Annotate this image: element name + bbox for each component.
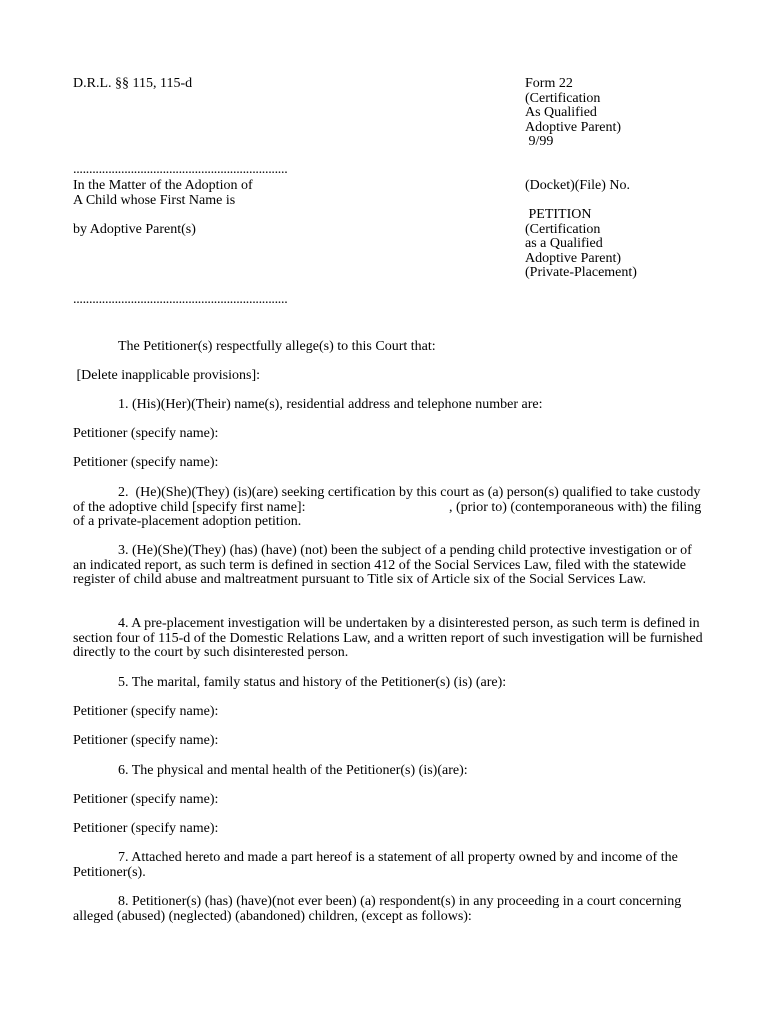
matter-line: In the Matter of the Adoption of [73, 178, 253, 193]
form-line: (Certification [525, 90, 601, 106]
delete-note: [Delete inapplicable provisions]: [73, 368, 260, 383]
petition-title: PETITION [525, 207, 592, 222]
form-line: Adoptive Parent) [525, 119, 622, 135]
paragraph-5: 5. The marital, family status and history of the Petitioner(s) (is) (are): [118, 675, 507, 690]
paragraph-4: 4. A pre-placement investigation will be undertaken by a disinterested person, as such term is defined in section four of 115-d of the Domestic Relations Law, and a written report of such investigation will be furnished directly to the court by such disinterested person. [73, 616, 703, 661]
matter-line: A Child whose First Name is [73, 192, 236, 208]
petition-title-block [525, 208, 637, 281]
paragraph-2: 2. (He)(She)(They) (is)(are) seeking certification by this court as (a) person(s) qualified to take custody of the adoptive child [specify first name]: , (prior to) (contemporaneous with) the filing of a private-placement adoption petition. [73, 485, 705, 530]
petitioner-name-field: Petitioner (specify name): [73, 821, 219, 836]
petition-line: as a Qualified [525, 236, 603, 252]
paragraph-3: 3. (He)(She)(They) (has) (have) (not) been the subject of a pending child protective investigation or of an indicated report, as such term is defined in section 412 of the Social Services Law, filed with the statewide register of child abuse and maltreatment pursuant to Title six of Article six of the Social Services Law. [73, 543, 692, 588]
intro-statement: The Petitioner(s) respectfully allege(s) to this Court that: [118, 339, 436, 354]
caption-dotted-line-top: ................................................................... [73, 162, 288, 177]
petitioner-name-field: Petitioner (specify name): [73, 455, 219, 470]
paragraph-7: 7. Attached hereto and made a part hereof is a statement of all property owned by and income of the Petitioner(s). [73, 850, 678, 880]
caption-matter [73, 179, 253, 208]
statute-citation: D.R.L. §§ 115, 115-d [73, 76, 193, 91]
form-date: 9/99 [525, 134, 554, 150]
caption-by-line: by Adoptive Parent(s) [73, 222, 196, 237]
form-line: Form 22 [525, 76, 573, 91]
petitioner-name-field: Petitioner (specify name): [73, 733, 219, 748]
form-line: As Qualified [525, 105, 597, 121]
petitioner-name-field: Petitioner (specify name): [73, 792, 219, 807]
paragraph-6: 6. The physical and mental health of the Petitioner(s) (is)(are): [118, 763, 468, 778]
petition-line: Adoptive Parent) [525, 250, 622, 266]
caption-dotted-line-bottom: ................................................................... [73, 292, 288, 307]
docket-number-label: (Docket)(File) No. [525, 178, 630, 193]
petition-line: (Certification [525, 221, 601, 237]
paragraph-8: 8. Petitioner(s) (has) (have)(not ever been) (a) respondent(s) in any proceeding in a court concerning alleged (abused) (neglected) (abandoned) children, (except as follows): [73, 894, 682, 924]
paragraph-1: 1. (His)(Her)(Their) name(s), residential address and telephone number are: [118, 397, 543, 412]
form-number-block [525, 77, 621, 150]
petitioner-name-field: Petitioner (specify name): [73, 704, 219, 719]
petition-line: (Private-Placement) [525, 265, 637, 281]
petitioner-name-field: Petitioner (specify name): [73, 426, 219, 441]
